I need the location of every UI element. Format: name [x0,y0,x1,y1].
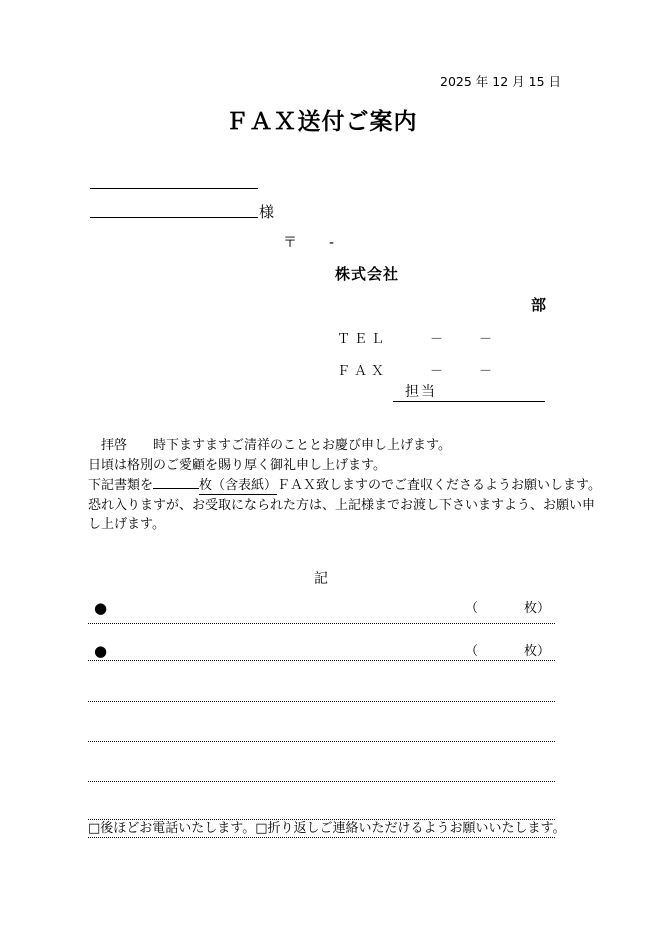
bullet-icon: ● [94,599,108,617]
list-item [88,624,555,661]
recipient-name-row [90,196,275,221]
fax-dash-2: － [479,364,493,379]
postal-code-row [283,232,334,252]
note-heading: 記 [314,571,329,587]
paren-open: （ [464,601,478,616]
blank-ruled-line [88,782,555,820]
postal-separator: - [329,235,335,251]
company-label: 株式会社 [335,265,400,283]
paren-close: 枚） [523,644,550,659]
blank-ruled-line [88,702,555,742]
paren-close: 枚） [523,601,550,616]
list-item [88,596,555,624]
page-title: ＦＡＸ送付ご案内 [225,109,418,135]
page-count-blank-field [153,475,199,489]
date-text: 2025 年 12 月 15 日 [440,74,561,89]
greeting-line-3 [88,475,601,496]
tel-dash-2: － [479,332,493,347]
recipient-company-field [90,166,258,189]
greeting-line-2: 日頃は格別のご愛顧を賜り厚く御礼申し上げます。 [88,457,386,473]
postal-mark: 〒 [283,235,297,251]
fax-dash-1: － [430,364,444,379]
greeting-line-4: 恐れ入りますが、お受取になられた方は、上記様までお渡し下さいますよう、お願い申 [88,497,596,513]
tel-dash-1: － [430,332,444,347]
page-count-cell [465,645,550,658]
blank-ruled-line [88,661,555,702]
greeting-line-5: し上げます。 [88,517,165,532]
greeting-paragraph [88,436,601,535]
line3-underlined: 枚（含表紙） [199,478,278,493]
line3-suffix: ＦＡＸ致しますのでご査収くださるようお願いします。 [277,478,601,493]
line3-prefix: 下記書類を [88,478,154,493]
contact-label: 担当 [405,384,437,400]
footer-note-text: □後ほどお電話いたします。□折り返しご連絡いただけるようお願いいたします。 [88,821,566,836]
fax-label: ＦＡＸ [337,364,389,379]
contact-person-field [393,381,545,402]
document-item-list [88,596,566,838]
department-label: 部 [531,296,547,314]
honorific-label: 様 [259,203,275,221]
page-count-cell [465,602,550,615]
tel-row [337,328,492,347]
footer-note-row [88,820,566,838]
fax-row [337,360,492,379]
bullet-icon: ● [94,642,108,660]
recipient-name-field [90,195,258,218]
greeting-line-1: 拝啓 時下ますますご清祥のこととお慶び申し上げます。 [88,438,451,453]
tel-label: ＴＥＬ [337,332,389,347]
paren-open: （ [464,644,478,659]
blank-ruled-line [88,742,555,782]
